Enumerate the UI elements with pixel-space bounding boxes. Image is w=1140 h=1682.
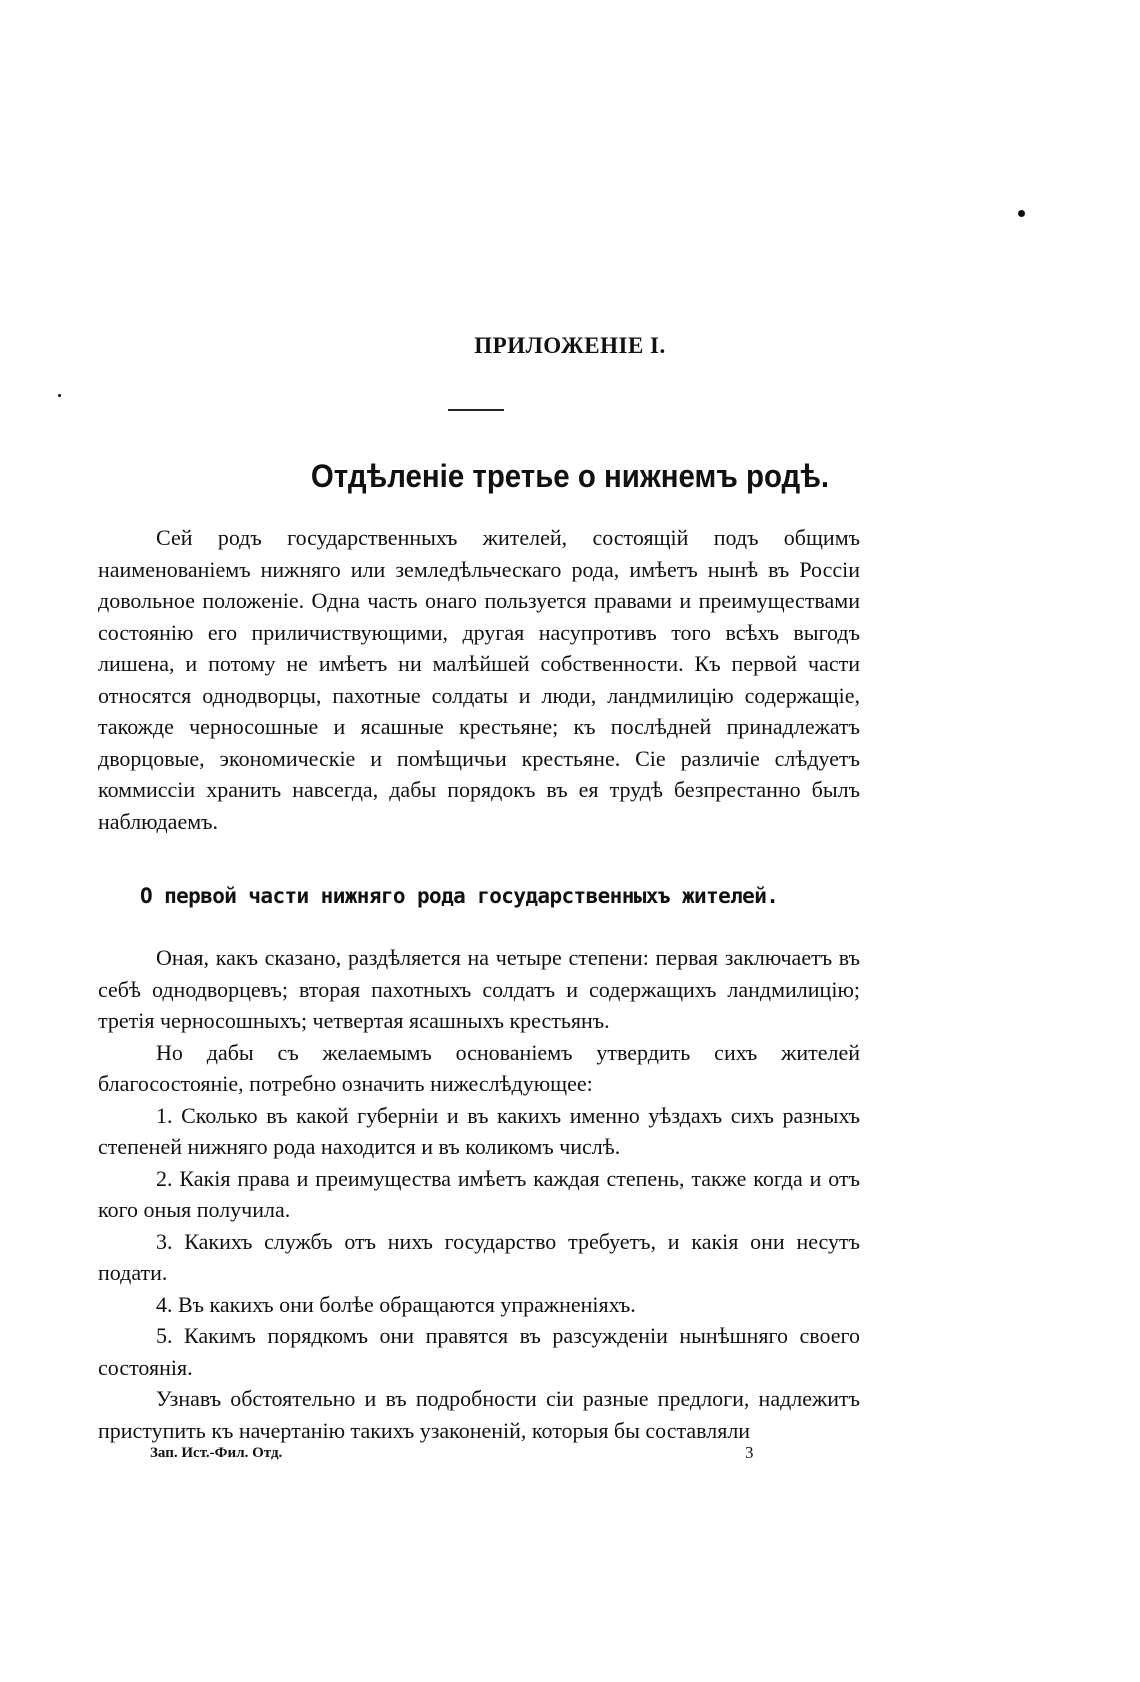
- body-block: [98, 942, 860, 1446]
- ink-speck: [1018, 210, 1025, 217]
- numbered-item: 3. Какихъ службъ отъ нихъ государство требуетъ, и какія они несутъ подати.: [98, 1228, 860, 1285]
- numbered-item: 1. Сколько въ какой губерніи и въ какихъ именно уѣздахъ сихъ разныхъ степеней нижняго рода находится и въ коликомъ числѣ.: [98, 1102, 860, 1159]
- footer-signature-mark: 3: [745, 1443, 754, 1462]
- title-divider: [448, 409, 504, 411]
- appendix-title: ПРИЛОЖЕНІЕ I.: [474, 333, 666, 358]
- body-paragraph: Но дабы съ желаемымъ основаніемъ утвердить сихъ жителей благосостояніе, потребно означить нижеслѣдующее:: [98, 1039, 860, 1096]
- footer-journal-title: Зап. Ист.-Фил. Отд.: [150, 1445, 283, 1461]
- intro-paragraph: Сей родъ государственныхъ жителей, состоящій подъ общимъ наименованіемъ нижняго или земледѣльческаго рода, имѣетъ нынѣ въ Россіи довольное положеніе. Одна часть онаго пользуется правами и преимуществами состоянію его приличиствующими, другая насупротивъ того всѣхъ выгодъ лишена, и потому не имѣетъ ни малѣйшей собственности. Къ первой части относятся однодворцы, пахотные солдаты и люди, ландмилицію содержащіе, такожде черносошные и ясашные крестьяне; къ послѣдней принадлежатъ дворцовые, экономическіе и помѣщичьи крестьяне. Сіе различіе слѣдуетъ коммиссіи хранить навсегда, дабы порядокъ въ ея трудѣ безпрестанно былъ наблюдаемъ.: [98, 525, 860, 834]
- section-title: Отдѣленіе третье о нижнемъ родѣ.: [310, 458, 830, 494]
- body-paragraph: Узнавъ обстоятельно и въ подробности сіи разные предлоги, надлежитъ приступить къ начертанію такихъ узаконеній, которыя бы составляли: [98, 1386, 860, 1443]
- subheading: О первой части нижняго рода государственныхъ жителей.: [140, 884, 779, 908]
- ink-speck: [58, 394, 61, 397]
- body-paragraph: Оная, какъ сказано, раздѣляется на четыре степени: первая заключаетъ въ себѣ однодворцевъ; вторая пахотныхъ солдатъ и содержащихъ ландмилицію; третія черносошныхъ; четвертая ясашныхъ крестьянъ.: [98, 945, 860, 1033]
- intro-block: [98, 522, 860, 837]
- numbered-item: 5. Какимъ порядкомъ они правятся въ разсужденіи нынѣшняго своего состоянія.: [98, 1323, 860, 1380]
- numbered-item: 2. Какія права и преимущества имѣетъ каждая степень, также когда и отъ кого оныя получила.: [98, 1165, 860, 1222]
- numbered-item: 4. Въ какихъ они болѣе обращаются упражненіяхъ.: [156, 1291, 636, 1317]
